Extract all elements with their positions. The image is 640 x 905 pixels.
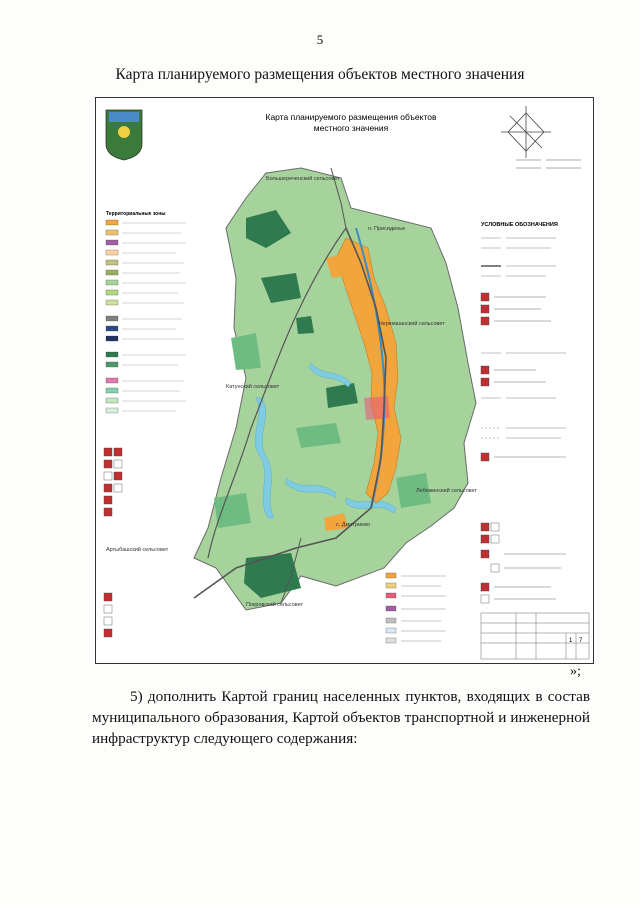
coat-of-arms-emblem <box>106 110 142 160</box>
compass-rose-icon <box>501 106 551 158</box>
legend-right <box>481 222 566 603</box>
settlement-label: с. Дмитриево <box>336 522 371 528</box>
quote-closing: »; <box>570 664 581 679</box>
document-heading: Карта планируемого размещения объектов местного значения <box>115 66 525 83</box>
legend-right-heading: УСЛОВНЫЕ ОБОЗНАЧЕНИЯ <box>481 222 558 228</box>
page-number: 5 <box>316 32 324 47</box>
sheet-total: 7 <box>579 638 583 644</box>
region-label: Артыбашский сельсовет <box>106 547 169 553</box>
region-label: Черемшанский сельсовет <box>379 321 445 327</box>
map-inner-title-line1: Карта планируемого размещения объектов <box>265 112 437 122</box>
title-block <box>481 613 589 659</box>
legend-left-heading: Территориальные зоны <box>106 211 166 217</box>
region-label: Лебяжинский сельсовет <box>416 488 478 494</box>
region-label: Покровский сельсовет <box>246 602 304 608</box>
sheet-number: 1 <box>569 638 573 644</box>
settlement-label: п. Присиденье <box>368 226 406 232</box>
planning-map <box>95 97 594 664</box>
legend-bottom <box>386 573 446 643</box>
region-label: Катунский сельсовет <box>226 384 280 390</box>
legend-left <box>104 211 186 637</box>
map-inner-title-line2: местного значения <box>313 123 389 133</box>
amendment-paragraph: 5) дополнить Картой границ населенных пунктов, входящих в состав муниципального образования, Картой объектов транспортной и инженерной инфраструктур следующего содержания: <box>92 688 590 747</box>
region-label: Большереченский сельсовет <box>266 176 340 182</box>
